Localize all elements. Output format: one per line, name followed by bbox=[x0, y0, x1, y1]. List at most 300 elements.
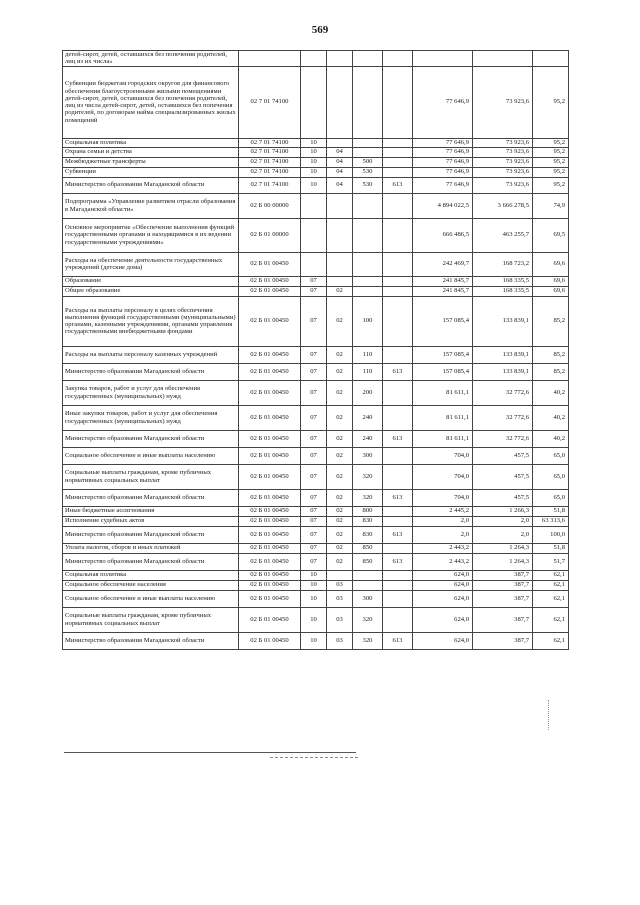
row-code: 02 Б 01 00450 bbox=[239, 447, 301, 464]
row-admin-code bbox=[383, 607, 413, 632]
row-expense-type: 500 bbox=[353, 157, 383, 167]
row-admin-code: 613 bbox=[383, 526, 413, 543]
row-subsection bbox=[327, 51, 353, 67]
row-actual-amount: 457,5 bbox=[473, 464, 533, 489]
row-percent: 51,7 bbox=[533, 553, 569, 570]
row-plan-amount: 157 085,4 bbox=[413, 363, 473, 380]
row-name: Расходы на выплаты персоналу в целях обеспечения выполнения функций государственными (муниципальными) органами, казенными учреждениями, органами управления государственными внебюджетными фондами bbox=[63, 296, 239, 346]
row-actual-amount: 387,7 bbox=[473, 570, 533, 580]
row-expense-type bbox=[353, 218, 383, 252]
row-actual-amount: 1 264,3 bbox=[473, 543, 533, 553]
row-section: 10 bbox=[301, 138, 327, 147]
row-percent: 65,0 bbox=[533, 447, 569, 464]
row-code: 02 Б 01 00450 bbox=[239, 489, 301, 506]
row-percent: 62,1 bbox=[533, 570, 569, 580]
row-percent: 85,2 bbox=[533, 296, 569, 346]
row-subsection: 02 bbox=[327, 346, 353, 363]
row-plan-amount: 2 443,2 bbox=[413, 553, 473, 570]
row-percent: 85,2 bbox=[533, 346, 569, 363]
row-code: 02 Б 01 00450 bbox=[239, 346, 301, 363]
row-admin-code bbox=[383, 506, 413, 516]
row-actual-amount: 168 723,2 bbox=[473, 252, 533, 276]
row-section: 07 bbox=[301, 526, 327, 543]
row-subsection: 04 bbox=[327, 157, 353, 167]
row-expense-type bbox=[353, 570, 383, 580]
row-plan-amount bbox=[413, 51, 473, 67]
row-code: 02 7 01 74100 bbox=[239, 157, 301, 167]
row-code: 02 Б 01 00450 bbox=[239, 607, 301, 632]
row-expense-type bbox=[353, 580, 383, 590]
row-code: 02 Б 01 00450 bbox=[239, 590, 301, 607]
row-subsection bbox=[327, 138, 353, 147]
row-admin-code: 613 bbox=[383, 632, 413, 649]
row-subsection: 03 bbox=[327, 632, 353, 649]
row-actual-amount: 3 666 278,5 bbox=[473, 193, 533, 218]
table-row bbox=[63, 296, 569, 346]
row-subsection: 02 bbox=[327, 543, 353, 553]
table-row bbox=[63, 516, 569, 526]
row-code: 02 Б 01 00450 bbox=[239, 363, 301, 380]
row-percent: 95,2 bbox=[533, 138, 569, 147]
row-section: 07 bbox=[301, 405, 327, 430]
row-plan-amount: 157 085,4 bbox=[413, 346, 473, 363]
table-body bbox=[63, 51, 569, 650]
table-row bbox=[63, 177, 569, 193]
row-name: Министерство образования Магаданской области bbox=[63, 632, 239, 649]
row-actual-amount: 32 772,6 bbox=[473, 380, 533, 405]
row-admin-code bbox=[383, 380, 413, 405]
footer-dash bbox=[270, 757, 358, 758]
row-expense-type: 110 bbox=[353, 363, 383, 380]
row-percent: 62,1 bbox=[533, 590, 569, 607]
row-percent: 85,2 bbox=[533, 363, 569, 380]
row-actual-amount: 73 923,6 bbox=[473, 66, 533, 138]
row-expense-type bbox=[353, 51, 383, 67]
row-admin-code bbox=[383, 218, 413, 252]
row-code: 02 Б 01 00450 bbox=[239, 526, 301, 543]
row-plan-amount: 2 443,2 bbox=[413, 543, 473, 553]
row-code: 02 Б 01 00450 bbox=[239, 506, 301, 516]
row-actual-amount: 168 335,5 bbox=[473, 286, 533, 296]
row-actual-amount: 463 255,7 bbox=[473, 218, 533, 252]
row-subsection: 03 bbox=[327, 590, 353, 607]
row-plan-amount: 77 646,9 bbox=[413, 138, 473, 147]
row-plan-amount: 704,0 bbox=[413, 447, 473, 464]
row-plan-amount: 241 845,7 bbox=[413, 276, 473, 286]
row-percent: 62,1 bbox=[533, 580, 569, 590]
budget-table bbox=[62, 50, 569, 650]
row-code: 02 Б 01 00450 bbox=[239, 580, 301, 590]
table-row bbox=[63, 580, 569, 590]
row-admin-code bbox=[383, 346, 413, 363]
row-expense-type bbox=[353, 147, 383, 157]
row-admin-code bbox=[383, 51, 413, 67]
row-name: Иные закупки товаров, работ и услуг для обеспечения государственных (муниципальных) нужд bbox=[63, 405, 239, 430]
row-name: Субвенции бюджетам городских округов для финансового обеспечения благоустроенными жилыми помещениями детей-сирот, детей, оставшихся без попечения родителей, лиц из числа детей-сирот, детей, оставшихся без попечения родителей, по договорам найма специализированных жилых помещений bbox=[63, 66, 239, 138]
row-admin-code bbox=[383, 543, 413, 553]
row-admin-code bbox=[383, 464, 413, 489]
row-plan-amount: 624,0 bbox=[413, 607, 473, 632]
row-code: 02 Б 01 00450 bbox=[239, 276, 301, 286]
row-name: Уплата налогов, сборов и иных платежей bbox=[63, 543, 239, 553]
table-row bbox=[63, 157, 569, 167]
table-row bbox=[63, 380, 569, 405]
row-percent: 69,6 bbox=[533, 276, 569, 286]
row-percent: 40,2 bbox=[533, 380, 569, 405]
row-actual-amount: 73 923,6 bbox=[473, 177, 533, 193]
row-name: Социальное обеспечение и иные выплаты населению bbox=[63, 447, 239, 464]
table-row bbox=[63, 138, 569, 147]
row-expense-type: 320 bbox=[353, 632, 383, 649]
row-percent: 95,2 bbox=[533, 157, 569, 167]
row-code: 02 Б 01 00450 bbox=[239, 296, 301, 346]
row-actual-amount: 133 839,1 bbox=[473, 346, 533, 363]
row-admin-code bbox=[383, 590, 413, 607]
row-subsection bbox=[327, 276, 353, 286]
table-row bbox=[63, 489, 569, 506]
row-expense-type bbox=[353, 286, 383, 296]
row-name: Социальные выплаты гражданам, кроме публичных нормативных социальных выплат bbox=[63, 607, 239, 632]
table-row bbox=[63, 543, 569, 553]
row-plan-amount: 704,0 bbox=[413, 489, 473, 506]
row-actual-amount: 32 772,6 bbox=[473, 405, 533, 430]
row-expense-type: 110 bbox=[353, 346, 383, 363]
row-code: 02 Б 01 00450 bbox=[239, 430, 301, 447]
row-section: 10 bbox=[301, 177, 327, 193]
row-actual-amount bbox=[473, 51, 533, 67]
row-section bbox=[301, 51, 327, 67]
row-expense-type bbox=[353, 276, 383, 286]
row-section: 07 bbox=[301, 489, 327, 506]
row-section bbox=[301, 66, 327, 138]
row-percent: 69,6 bbox=[533, 252, 569, 276]
row-actual-amount: 133 839,1 bbox=[473, 363, 533, 380]
row-admin-code bbox=[383, 138, 413, 147]
row-admin-code: 613 bbox=[383, 177, 413, 193]
table-row bbox=[63, 363, 569, 380]
row-plan-amount: 704,0 bbox=[413, 464, 473, 489]
row-admin-code: 613 bbox=[383, 430, 413, 447]
row-section bbox=[301, 218, 327, 252]
row-expense-type bbox=[353, 252, 383, 276]
row-plan-amount: 77 646,9 bbox=[413, 167, 473, 177]
table-row bbox=[63, 193, 569, 218]
row-section: 10 bbox=[301, 167, 327, 177]
row-subsection: 02 bbox=[327, 526, 353, 543]
row-subsection: 02 bbox=[327, 380, 353, 405]
row-admin-code bbox=[383, 570, 413, 580]
row-subsection: 02 bbox=[327, 430, 353, 447]
row-expense-type: 530 bbox=[353, 177, 383, 193]
row-subsection bbox=[327, 193, 353, 218]
footer-divider bbox=[64, 752, 356, 753]
row-expense-type: 830 bbox=[353, 526, 383, 543]
row-code: 02 Б 01 00450 bbox=[239, 405, 301, 430]
row-section: 07 bbox=[301, 286, 327, 296]
row-code: 02 Б 01 00450 bbox=[239, 543, 301, 553]
row-expense-type bbox=[353, 193, 383, 218]
row-plan-amount: 81 611,1 bbox=[413, 380, 473, 405]
row-subsection bbox=[327, 252, 353, 276]
row-actual-amount: 387,7 bbox=[473, 607, 533, 632]
row-name: детей-сирот, детей, оставшихся без попечения родителей, лиц из их числа» bbox=[63, 51, 239, 67]
row-plan-amount: 77 646,9 bbox=[413, 157, 473, 167]
table-row bbox=[63, 553, 569, 570]
row-actual-amount: 2,0 bbox=[473, 526, 533, 543]
row-plan-amount: 81 611,1 bbox=[413, 430, 473, 447]
row-plan-amount: 242 469,7 bbox=[413, 252, 473, 276]
row-percent: 63 313,6 bbox=[533, 516, 569, 526]
row-expense-type: 320 bbox=[353, 607, 383, 632]
page-number: 569 bbox=[311, 24, 329, 36]
row-section: 07 bbox=[301, 553, 327, 570]
row-name: Подпрограмма «Управление развитием отрасли образования в Магаданской области» bbox=[63, 193, 239, 218]
row-section: 07 bbox=[301, 543, 327, 553]
row-percent: 65,0 bbox=[533, 464, 569, 489]
table-row bbox=[63, 286, 569, 296]
row-section bbox=[301, 252, 327, 276]
row-expense-type: 830 bbox=[353, 516, 383, 526]
row-subsection bbox=[327, 218, 353, 252]
row-percent: 51,8 bbox=[533, 543, 569, 553]
row-admin-code bbox=[383, 516, 413, 526]
row-plan-amount: 624,0 bbox=[413, 570, 473, 580]
row-code: 02 Б 00 00000 bbox=[239, 193, 301, 218]
table-row bbox=[63, 66, 569, 138]
row-expense-type: 240 bbox=[353, 430, 383, 447]
table-row bbox=[63, 346, 569, 363]
row-name: Субвенции bbox=[63, 167, 239, 177]
row-plan-amount: 2,0 bbox=[413, 516, 473, 526]
row-subsection: 02 bbox=[327, 286, 353, 296]
row-subsection: 04 bbox=[327, 177, 353, 193]
row-subsection: 02 bbox=[327, 405, 353, 430]
row-section bbox=[301, 193, 327, 218]
row-section: 07 bbox=[301, 506, 327, 516]
row-plan-amount: 624,0 bbox=[413, 590, 473, 607]
row-actual-amount: 1 266,3 bbox=[473, 506, 533, 516]
row-expense-type: 300 bbox=[353, 590, 383, 607]
table-row bbox=[63, 632, 569, 649]
row-section: 07 bbox=[301, 430, 327, 447]
table-row bbox=[63, 430, 569, 447]
row-name: Министерство образования Магаданской области bbox=[63, 553, 239, 570]
table-row bbox=[63, 570, 569, 580]
row-expense-type: 530 bbox=[353, 167, 383, 177]
row-plan-amount: 77 646,9 bbox=[413, 147, 473, 157]
row-expense-type bbox=[353, 138, 383, 147]
row-plan-amount: 624,0 bbox=[413, 580, 473, 590]
row-name: Иные бюджетные ассигнования bbox=[63, 506, 239, 516]
row-subsection: 02 bbox=[327, 447, 353, 464]
row-subsection bbox=[327, 570, 353, 580]
row-code: 02 Б 01 00450 bbox=[239, 553, 301, 570]
row-admin-code bbox=[383, 286, 413, 296]
table-row bbox=[63, 447, 569, 464]
row-actual-amount: 133 839,1 bbox=[473, 296, 533, 346]
row-expense-type: 850 bbox=[353, 553, 383, 570]
row-percent: 100,0 bbox=[533, 526, 569, 543]
row-expense-type: 320 bbox=[353, 489, 383, 506]
row-admin-code bbox=[383, 276, 413, 286]
row-admin-code: 613 bbox=[383, 553, 413, 570]
row-percent: 69,6 bbox=[533, 286, 569, 296]
row-admin-code bbox=[383, 252, 413, 276]
row-name: Министерство образования Магаданской области bbox=[63, 363, 239, 380]
row-actual-amount: 73 923,6 bbox=[473, 138, 533, 147]
row-expense-type: 800 bbox=[353, 506, 383, 516]
row-name: Министерство образования Магаданской области bbox=[63, 489, 239, 506]
table-row bbox=[63, 405, 569, 430]
row-percent: 95,2 bbox=[533, 147, 569, 157]
row-percent: 62,1 bbox=[533, 607, 569, 632]
row-admin-code: 613 bbox=[383, 489, 413, 506]
table-row bbox=[63, 464, 569, 489]
margin-dots bbox=[548, 700, 549, 730]
row-actual-amount: 457,5 bbox=[473, 447, 533, 464]
row-code: 02 Б 01 00450 bbox=[239, 464, 301, 489]
row-actual-amount: 457,5 bbox=[473, 489, 533, 506]
row-subsection bbox=[327, 66, 353, 138]
row-subsection: 03 bbox=[327, 580, 353, 590]
row-actual-amount: 73 923,6 bbox=[473, 147, 533, 157]
row-expense-type: 300 bbox=[353, 447, 383, 464]
row-section: 10 bbox=[301, 580, 327, 590]
row-name: Общее образование bbox=[63, 286, 239, 296]
row-subsection: 03 bbox=[327, 607, 353, 632]
row-actual-amount: 387,7 bbox=[473, 580, 533, 590]
row-expense-type: 200 bbox=[353, 380, 383, 405]
table-row bbox=[63, 276, 569, 286]
row-code: 02 7 01 74100 bbox=[239, 177, 301, 193]
row-name: Основное мероприятие «Обеспечение выполнения функций государственными органами и находящимися в их ведении государственными учреждениями» bbox=[63, 218, 239, 252]
row-expense-type: 240 bbox=[353, 405, 383, 430]
row-actual-amount: 32 772,6 bbox=[473, 430, 533, 447]
row-actual-amount: 1 264,3 bbox=[473, 553, 533, 570]
row-plan-amount: 77 646,9 bbox=[413, 66, 473, 138]
row-expense-type: 100 bbox=[353, 296, 383, 346]
row-percent: 40,2 bbox=[533, 430, 569, 447]
row-plan-amount: 666 486,5 bbox=[413, 218, 473, 252]
row-section: 07 bbox=[301, 516, 327, 526]
row-admin-code bbox=[383, 147, 413, 157]
row-name: Министерство образования Магаданской области bbox=[63, 526, 239, 543]
row-section: 10 bbox=[301, 147, 327, 157]
row-code: 02 Б 01 00000 bbox=[239, 218, 301, 252]
row-percent: 40,2 bbox=[533, 405, 569, 430]
row-percent: 74,9 bbox=[533, 193, 569, 218]
row-name: Исполнение судебных актов bbox=[63, 516, 239, 526]
row-subsection: 02 bbox=[327, 464, 353, 489]
row-subsection: 02 bbox=[327, 553, 353, 570]
row-code: 02 7 01 74100 bbox=[239, 66, 301, 138]
row-actual-amount: 387,7 bbox=[473, 590, 533, 607]
row-name: Социальная политика bbox=[63, 138, 239, 147]
row-subsection: 04 bbox=[327, 167, 353, 177]
row-percent: 51,8 bbox=[533, 506, 569, 516]
row-name: Министерство образования Магаданской области bbox=[63, 177, 239, 193]
row-plan-amount: 157 085,4 bbox=[413, 296, 473, 346]
row-plan-amount: 81 611,1 bbox=[413, 405, 473, 430]
row-actual-amount: 168 335,5 bbox=[473, 276, 533, 286]
row-section: 10 bbox=[301, 632, 327, 649]
row-percent bbox=[533, 51, 569, 67]
row-name: Межбюджетные трансферты bbox=[63, 157, 239, 167]
row-admin-code bbox=[383, 193, 413, 218]
row-admin-code bbox=[383, 296, 413, 346]
row-actual-amount: 73 923,6 bbox=[473, 167, 533, 177]
row-name: Расходы на обеспечение деятельности государственных учреждений (детские дома) bbox=[63, 252, 239, 276]
row-admin-code bbox=[383, 580, 413, 590]
row-code: 02 7 01 74100 bbox=[239, 167, 301, 177]
row-expense-type bbox=[353, 66, 383, 138]
row-code: 02 Б 01 00450 bbox=[239, 252, 301, 276]
row-section: 10 bbox=[301, 590, 327, 607]
row-section: 07 bbox=[301, 363, 327, 380]
table-row bbox=[63, 252, 569, 276]
row-name: Закупка товаров, работ и услуг для обеспечения государственных (муниципальных) нужд bbox=[63, 380, 239, 405]
row-code: 02 Б 01 00450 bbox=[239, 380, 301, 405]
row-name: Социальное обеспечение населения bbox=[63, 580, 239, 590]
table-row bbox=[63, 167, 569, 177]
row-section: 07 bbox=[301, 447, 327, 464]
row-percent: 62,1 bbox=[533, 632, 569, 649]
row-admin-code bbox=[383, 157, 413, 167]
row-percent: 95,2 bbox=[533, 167, 569, 177]
row-code: 02 7 01 74100 bbox=[239, 138, 301, 147]
row-expense-type: 320 bbox=[353, 464, 383, 489]
row-name: Министерство образования Магаданской области bbox=[63, 430, 239, 447]
row-code bbox=[239, 51, 301, 67]
row-percent: 95,2 bbox=[533, 66, 569, 138]
row-subsection: 02 bbox=[327, 296, 353, 346]
row-subsection: 02 bbox=[327, 506, 353, 516]
row-section: 10 bbox=[301, 157, 327, 167]
table-row bbox=[63, 51, 569, 67]
row-section: 07 bbox=[301, 346, 327, 363]
row-percent: 69,5 bbox=[533, 218, 569, 252]
row-name: Социальные выплаты гражданам, кроме публичных нормативных социальных выплат bbox=[63, 464, 239, 489]
row-admin-code bbox=[383, 405, 413, 430]
row-plan-amount: 77 646,9 bbox=[413, 177, 473, 193]
row-admin-code: 613 bbox=[383, 363, 413, 380]
row-section: 07 bbox=[301, 464, 327, 489]
table-row bbox=[63, 607, 569, 632]
row-name: Образование bbox=[63, 276, 239, 286]
row-code: 02 Б 01 00450 bbox=[239, 632, 301, 649]
row-actual-amount: 2,0 bbox=[473, 516, 533, 526]
table-row bbox=[63, 147, 569, 157]
row-expense-type: 850 bbox=[353, 543, 383, 553]
row-plan-amount: 624,0 bbox=[413, 632, 473, 649]
row-section: 10 bbox=[301, 607, 327, 632]
row-admin-code bbox=[383, 66, 413, 138]
row-name: Расходы на выплаты персоналу казенных учреждений bbox=[63, 346, 239, 363]
row-code: 02 Б 01 00450 bbox=[239, 516, 301, 526]
table-row bbox=[63, 526, 569, 543]
row-plan-amount: 241 845,7 bbox=[413, 286, 473, 296]
row-section: 07 bbox=[301, 276, 327, 286]
table-row bbox=[63, 218, 569, 252]
row-subsection: 04 bbox=[327, 147, 353, 157]
row-actual-amount: 387,7 bbox=[473, 632, 533, 649]
row-subsection: 02 bbox=[327, 516, 353, 526]
row-code: 02 7 01 74100 bbox=[239, 147, 301, 157]
row-plan-amount: 4 894 022,5 bbox=[413, 193, 473, 218]
row-section: 07 bbox=[301, 296, 327, 346]
row-percent: 65,0 bbox=[533, 489, 569, 506]
row-actual-amount: 73 923,6 bbox=[473, 157, 533, 167]
